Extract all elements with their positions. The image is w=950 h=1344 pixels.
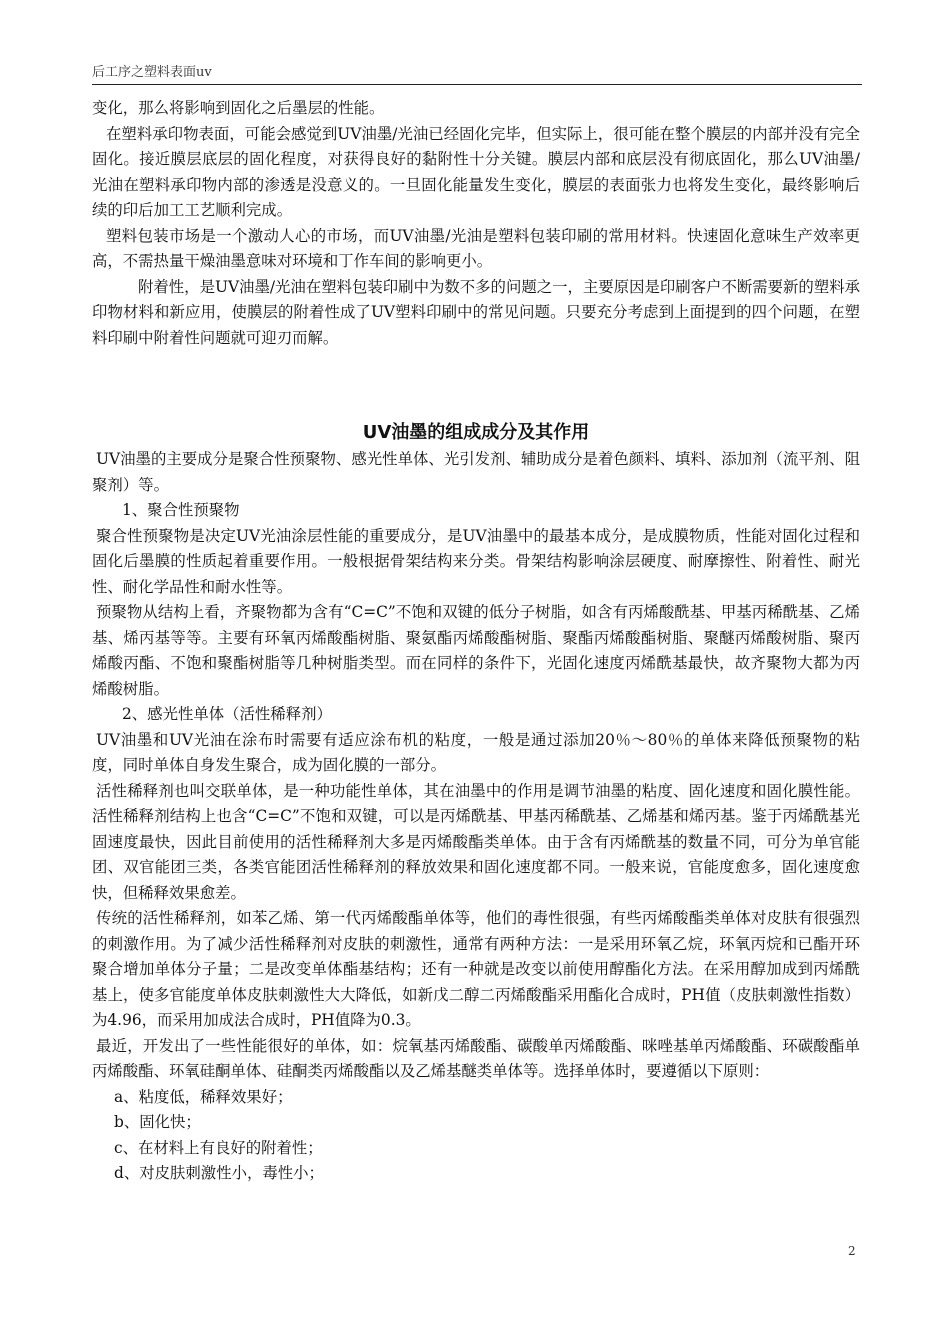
paragraph-monomer-viscosity: UV油墨和UV光油在涂布时需要有适应涂布机的粘度，一般是通过添加20％～80％的单体来降低预聚物的粘度，同时单体自身发生聚合，成为固化膜的一部分。 (92, 730, 860, 774)
list-item: a、粘度低，稀释效果好； (114, 1087, 293, 1106)
paragraph-market: 塑料包装市场是一个激动人心的市场，而UV油墨/光油是塑料包装印刷的常用材料。快速固化意味生产效率更高，不需热量干燥油墨意味对环境和丁作车间的影响更小。 (92, 226, 860, 270)
list-item: b、固化快； (114, 1113, 201, 1131)
section-spacer (92, 351, 860, 419)
subheading-monomer: 2、感光性单体（活性稀释剂） (122, 705, 332, 723)
paragraph-reactive-diluent: 活性稀释剂也叫交联单体，是一种功能性单体，其在油墨中的作用是调节油墨的粘度、固化速度和固化膜性能。活性稀释剂结构上也含“C=C”不饱和双键，可以是丙烯酰基、甲基丙稀酰基、乙烯基和烯丙基。鉴于丙烯酰基光固速度最快，因此目前使用的活性稀释剂大多是丙烯酸酯类单体。由于含有丙烯酰基的数量不同，可分为单官能团、双官能团三类，各类官能团活性稀释剂的释放效果和固化速度都不同。一般来说，官能度愈多，固化速度愈快，但稀释效果愈差。 (92, 781, 860, 902)
paragraph-new-monomers: 最近，开发出了一些性能很好的单体，如：烷氧基丙烯酸酯、碳酸单丙烯酸酯、咪唑基单丙烯酸酯、环碳酸酯单丙烯酸酯、环氧硅酮单体、硅酮类丙烯酸酯以及乙烯基醚类单体等。选择单体时，要遵循以下原则： (92, 1036, 860, 1080)
header-title: 后工序之塑料表面uv (92, 65, 212, 80)
paragraph-continuation: 变化，那么将影响到固化之后墨层的性能。 (92, 99, 385, 117)
paragraph-prepolymer-structure: 预聚物从结构上看，齐聚物都为含有“C=C”不饱和双键的低分子树脂，如含有丙烯酸酰基、甲基丙稀酰基、乙烯基、烯丙基等等。主要有环氧丙烯酸酯树脂、聚氨酯丙烯酸酯树脂、聚酯丙烯酸酯树脂、聚醚丙烯酸树脂、聚丙烯酸丙酯、不饱和聚酯树脂等几种树脂类型。而在同样的条件下，光固化速度丙烯酰基最快，故齐聚物大都为丙烯酸树脂。 (92, 603, 860, 698)
subheading-prepolymer: 1、聚合性预聚物 (122, 501, 240, 519)
page-header (92, 62, 862, 85)
section-intro: UV油墨的主要成分是聚合性预聚物、感光性单体、光引发剂、辅助成分是着色颜料、填料、添加剂（流平剂、阻聚剂）等。 (92, 450, 860, 494)
document-body (92, 96, 860, 1187)
list-item: c、在材料上有良好的附着性； (114, 1138, 323, 1157)
paragraph-curing: 在塑料承印物表面，可能会感觉到UV油墨/光油已经固化完毕，但实际上，很可能在整个膜层的内部并没有完全固化。接近膜层底层的固化程度，对获得良好的黏附性十分关键。膜层内部和底层没有彻底固化，那么UV油墨/光油在塑料承印物内部的渗透是没意义的。一旦固化能量发生变化，膜层的表面张力也将发生变化，最终影响后续的印后加工工艺顺利完成。 (92, 124, 860, 219)
paragraph-traditional-diluent: 传统的活性稀释剂，如苯乙烯、第一代丙烯酸酯单体等，他们的毒性很强，有些丙烯酸酯类单体对皮肤有很强烈的刺激作用。为了减少活性稀释剂对皮肤的刺激性，通常有两种方法：一是采用环氧乙烷，环氧丙烷和已酯开环聚合增加单体分子量；二是改变单体酯基结构；还有一种就是改变以前使用醇酯化方法。在采用醇加成到丙烯酰基上，使多官能度单体皮肤刺激性大大降低，如新戊二醇二丙烯酸酯采用酯化合成时，PH值（皮肤刺激性指数）为4.96，而采用加成法合成时，PH值降为0.3。 (92, 909, 860, 1029)
section-title: UV油墨的组成成分及其作用 (362, 422, 590, 443)
paragraph-adhesion: 附着性，是UV油墨/光油在塑料包装印刷中为数不多的问题之一，主要原因是印刷客户不断需要新的塑料承印物材料和新应用，使膜层的附着性成了UV塑料印刷中的常见问题。只要充分考虑到上面提到的四个问题，在塑料印刷中附着性问题就可迎刃而解。 (92, 277, 860, 347)
list-item: d、对皮肤刺激性小，毒性小； (114, 1164, 324, 1182)
page-number: 2 (848, 1244, 856, 1258)
paragraph-prepolymer-role: 聚合性预聚物是决定UV光油涂层性能的重要成分，是UV油墨中的最基本成分，是成膜物质，性能对固化过程和固化后墨膜的性质起着重要作用。一般根据骨架结构来分类。骨架结构影响涂层硬度、耐摩擦性、附着性、耐光性、耐化学品性和耐水性等。 (92, 526, 860, 596)
